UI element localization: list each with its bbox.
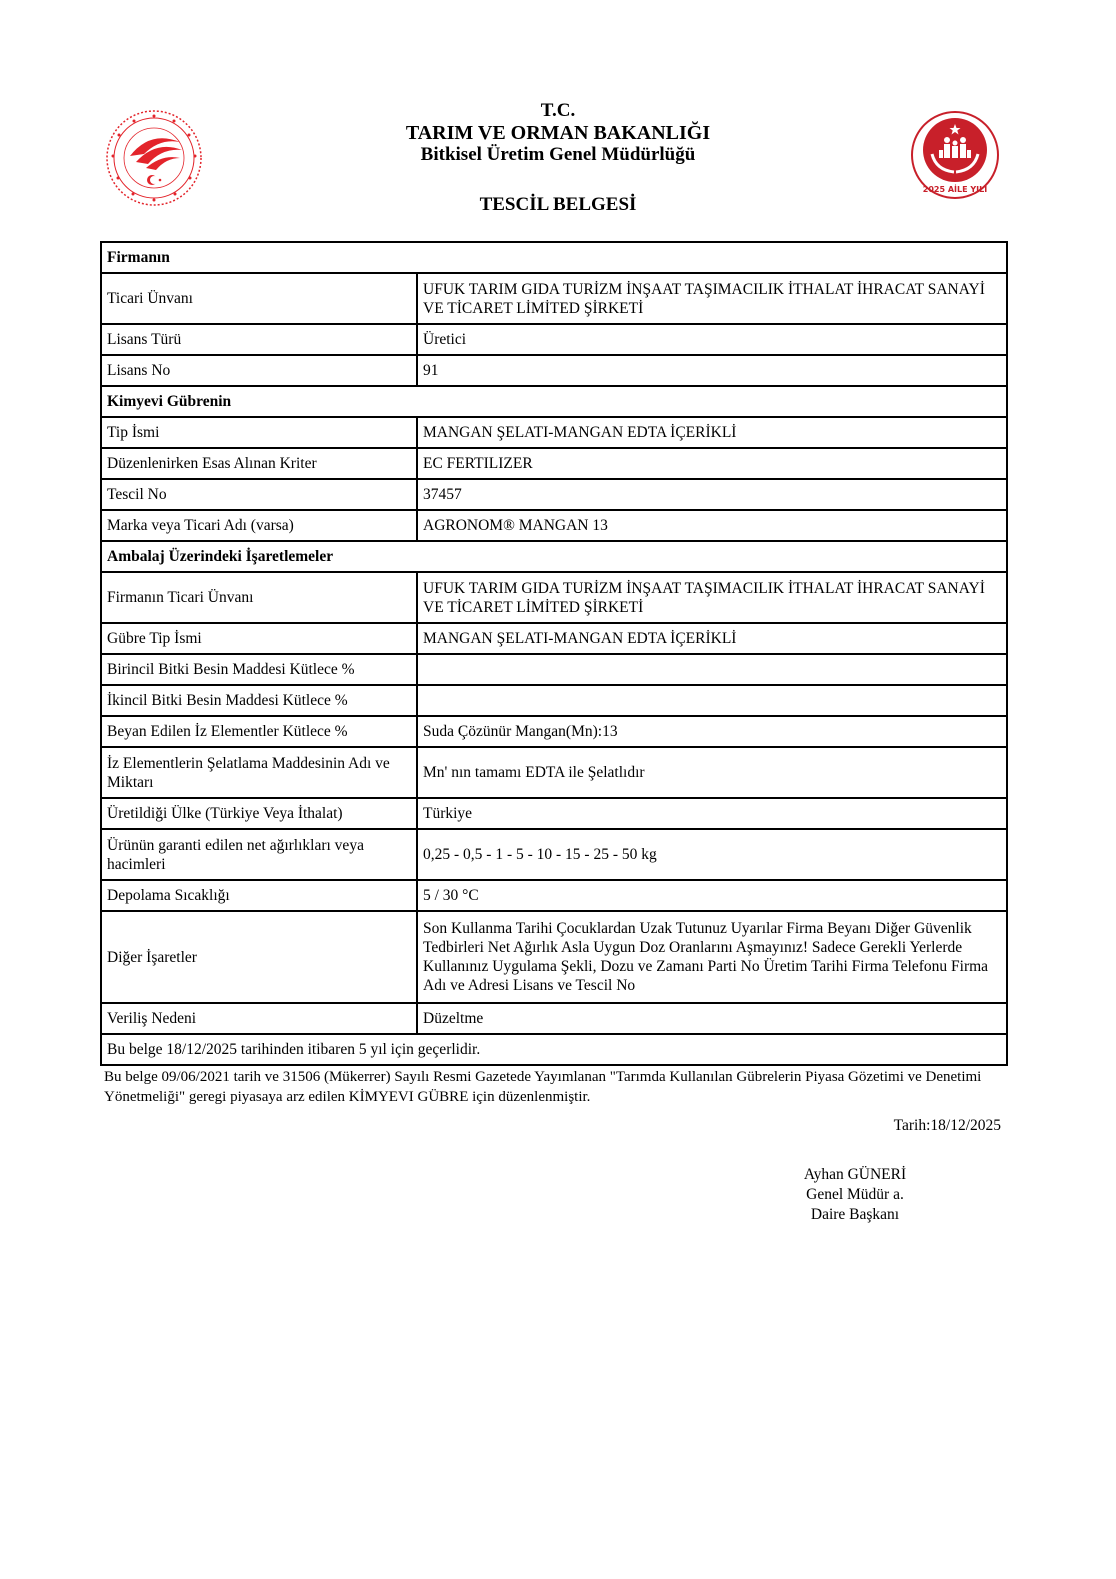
emblem-caption: 2025 AİLE YILI (922, 185, 988, 194)
row-label: Veriliş Nedeni (101, 1003, 417, 1034)
table-row (101, 685, 1007, 716)
row-label: Lisans No (101, 355, 417, 386)
header-tc: T.C. (540, 100, 576, 121)
header-directorate: Bitkisel Üretim Genel Müdürlüğü (420, 144, 696, 165)
table-row (101, 654, 1007, 685)
row-label: Ürünün garanti edilen net ağırlıkları veya hacimleri (101, 829, 417, 880)
row-value: Üretici (417, 324, 1007, 355)
family-year-logo (910, 110, 1000, 200)
row-label: Birincil Bitki Besin Maddesi Kütlece % (101, 654, 417, 685)
row-value: Düzeltme (417, 1003, 1007, 1034)
row-value: 5 / 30 °C (417, 880, 1007, 911)
row-value: UFUK TARIM GIDA TURİZM İNŞAAT TAŞIMACILIK İTHALAT İHRACAT SANAYİ VE TİCARET LİMİTED ŞİRKETİ (417, 572, 1007, 623)
table-row (101, 273, 1007, 324)
section-header-row (101, 386, 1007, 417)
row-value: 91 (417, 355, 1007, 386)
signer-title-2: Daire Başkanı (810, 1206, 900, 1223)
registration-table (100, 241, 1008, 1066)
row-label: Düzenlenirken Esas Alınan Kriter (101, 448, 417, 479)
row-label: Üretildiği Ülke (Türkiye Veya İthalat) (101, 798, 417, 829)
row-value: UFUK TARIM GIDA TURİZM İNŞAAT TAŞIMACILIK İTHALAT İHRACAT SANAYİ VE TİCARET LİMİTED ŞİRKETİ (417, 273, 1007, 324)
section-firm-title: Firmanın (101, 242, 1007, 273)
row-value: MANGAN ŞELATI-MANGAN EDTA İÇERİKLİ (417, 623, 1007, 654)
section-header-row (101, 242, 1007, 273)
table-row (101, 572, 1007, 623)
ministry-seal-icon (100, 108, 208, 208)
row-value: 37457 (417, 479, 1007, 510)
row-label: Depolama Sıcaklığı (101, 880, 417, 911)
table-row (101, 716, 1007, 747)
ministry-seal-logo (100, 108, 208, 208)
row-label: Beyan Edilen İz Elementler Kütlece % (101, 716, 417, 747)
row-value: Türkiye (417, 798, 1007, 829)
legal-note: Bu belge 09/06/2021 tarih ve 31506 (Mükerrer) Sayılı Resmi Gazetede Yayımlanan "Tarımda Kullanılan Gübrelerin Piyasa Gözetimi ve Denetimi Yönetmeliği" geregi piyasaya arz edilen KİMYEVI GÜBRE için düzenlenmiştir. (104, 1069, 982, 1105)
header-ministry: TARIM VE ORMAN BAKANLIĞI (405, 122, 711, 144)
table-row (101, 829, 1007, 880)
row-value: AGRONOM® MANGAN 13 (417, 510, 1007, 541)
section-fertilizer-title: Kimyevi Gübrenin (101, 386, 1007, 417)
row-label: Tip İsmi (101, 417, 417, 448)
row-value (417, 654, 1007, 685)
row-value: Suda Çözünür Mangan(Mn):13 (417, 716, 1007, 747)
row-value: EC FERTILIZER (417, 448, 1007, 479)
row-label: Gübre Tip İsmi (101, 623, 417, 654)
section-packaging-title: Ambalaj Üzerindeki İşaretlemeler (101, 541, 1007, 572)
row-value (417, 685, 1007, 716)
validity-row (101, 1034, 1007, 1065)
signer-title-1: Genel Müdür a. (806, 1186, 904, 1203)
signature-block (780, 1165, 930, 1225)
row-label: Tescil No (101, 479, 417, 510)
table-row (101, 747, 1007, 798)
table-row (101, 448, 1007, 479)
row-label: Diğer İşaretler (101, 911, 417, 1003)
row-label: Ticari Ünvanı (101, 273, 417, 324)
table-row (101, 911, 1007, 1003)
table-row (101, 417, 1007, 448)
row-value: Son Kullanma Tarihi Çocuklardan Uzak Tutunuz Uyarılar Firma Beyanı Diğer Güvenlik Tedbirleri Net Ağırlık Asla Uygun Doz Oranlarını Aşmayınız! Sadece Gerekli Yerlerde Kullanınız Uygulama Şekli, Dozu ve Zamanı Parti No Üretim Tarihi Firma Telefonu Firma Adı ve Adresi Lisans ve Tescil No (417, 911, 1007, 1003)
table-row (101, 880, 1007, 911)
document-title: TESCİL BELGESİ (479, 194, 637, 215)
table-row (101, 355, 1007, 386)
table-row (101, 1003, 1007, 1034)
table-row (101, 479, 1007, 510)
row-value: MANGAN ŞELATI-MANGAN EDTA İÇERİKLİ (417, 417, 1007, 448)
issue-date: Tarih:18/12/2025 (893, 1117, 1001, 1134)
row-label: Lisans Türü (101, 324, 417, 355)
row-value: 0,25 - 0,5 - 1 - 5 - 10 - 15 - 25 - 50 kg (417, 829, 1007, 880)
row-label: İz Elementlerin Şelatlama Maddesinin Adı ve Miktarı (101, 747, 417, 798)
row-label: İkincil Bitki Besin Maddesi Kütlece % (101, 685, 417, 716)
table-row (101, 324, 1007, 355)
table-row (101, 798, 1007, 829)
row-value: Mn' nın tamamı EDTA ile Şelatlıdır (417, 747, 1007, 798)
signer-name: Ayhan GÜNERİ (803, 1166, 907, 1183)
document-header (300, 100, 816, 216)
validity-text: Bu belge 18/12/2025 tarihinden itibaren 5 yıl için geçerlidir. (101, 1034, 1007, 1065)
family-year-emblem-icon (910, 110, 1000, 200)
table-row (101, 623, 1007, 654)
table-row (101, 510, 1007, 541)
row-label: Firmanın Ticari Ünvanı (101, 572, 417, 623)
row-label: Marka veya Ticari Adı (varsa) (101, 510, 417, 541)
section-header-row (101, 541, 1007, 572)
